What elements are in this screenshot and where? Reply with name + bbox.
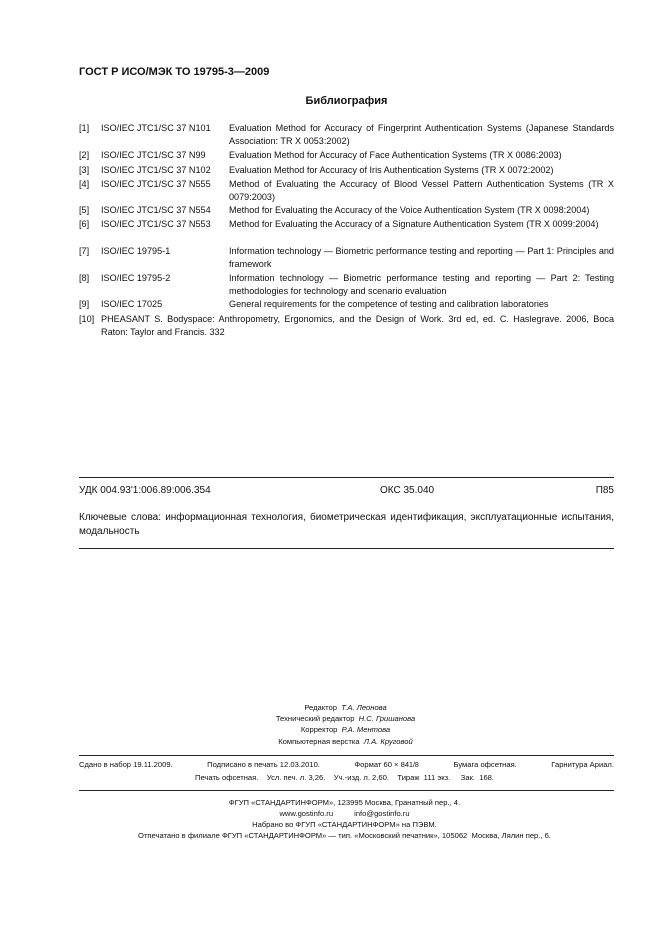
- bibliography-entry: [79, 272, 614, 297]
- ref-title: Method for Evaluating the Accuracy of a Signature Authentication System (TR X 0099:2004): [229, 219, 599, 229]
- credit-role: Корректор: [300, 725, 338, 734]
- ref-number: [9]: [79, 299, 90, 309]
- ref-number: [8]: [79, 273, 90, 283]
- group-code: П85: [595, 485, 614, 496]
- ref-code: ISO/IEC JTC1/SC 37 N99: [101, 150, 206, 160]
- ref-code: ISO/IEC JTC1/SC 37 N102: [101, 165, 211, 175]
- ref-number: [7]: [79, 246, 90, 256]
- divider: [79, 755, 614, 756]
- bibliography-entry: [79, 122, 614, 147]
- ref-title: Evaluation Method for Accuracy of Face Authentication Systems (TR X 0086:2003): [229, 150, 562, 160]
- typeface: Гарнитура Ариал.: [551, 760, 614, 769]
- bibliography-entry: [79, 204, 614, 217]
- udk-code: УДК 004.93'1:006.89:006.354: [79, 485, 211, 496]
- ref-title: Information technology — Biometric performance testing and reporting — Part 2: Testing methodologies for technology and scenario evaluation: [229, 273, 614, 296]
- print-run-details: Печать офсетная. Усл. печ. л. 3,26. Уч.-изд. л. 2,60. Тираж 111 экз. Зак. 168.: [195, 773, 494, 782]
- document-header: ГОСТ Р ИСО/МЭК ТО 19795-3—2009: [79, 66, 270, 78]
- bibliography-entry: [79, 313, 614, 338]
- bibliography-entry: [79, 149, 614, 162]
- ref-number: [2]: [79, 150, 90, 160]
- publisher-contacts: www.gostinfo.ru info@gostinfo.ru: [279, 809, 410, 818]
- ref-code: ISO/IEC JTC1/SC 37 N553: [101, 219, 211, 229]
- credit-role: Редактор: [304, 703, 338, 712]
- ref-title: Method of Evaluating the Accuracy of Blood Vessel Pattern Authentication Systems (TR X 0079:2003): [229, 179, 614, 202]
- ref-number: [4]: [79, 179, 90, 189]
- credit-role: Компьютерная верстка: [278, 737, 360, 746]
- ref-title: Evaluation Method for Accuracy of Iris Authentication Systems (TR X 0072:2002): [229, 165, 554, 175]
- typeset-date: Сдано в набор 19.11.2009.: [79, 760, 173, 769]
- bibliography-entry: [79, 218, 614, 231]
- ref-number: [6]: [79, 219, 90, 229]
- divider: [79, 477, 614, 478]
- bibliography-entry: [79, 178, 614, 203]
- ref-code: ISO/IEC 19795-1: [101, 246, 171, 256]
- printer-note: Отпечатано в филиале ФГУП «СТАНДАРТИНФОРМ» — тип. «Московский печатник», 105062 Москва, Лялин пер., 6.: [138, 831, 551, 840]
- credit-name: Н.С. Гришанова: [358, 714, 416, 723]
- ref-number: [1]: [79, 123, 90, 133]
- keywords: Ключевые слова: информационная технология, биометрическая идентификация, эксплуатационные испытания, модальность: [79, 512, 614, 537]
- publication-details: [79, 760, 614, 769]
- divider: [79, 548, 614, 549]
- ref-code: ISO/IEC JTC1/SC 37 N554: [101, 205, 211, 215]
- bibliography-title: Библиография: [305, 95, 388, 107]
- ref-number: [3]: [79, 165, 90, 175]
- ref-code: ISO/IEC JTC1/SC 37 N101: [101, 123, 211, 133]
- print-date: Подписано в печать 12.03.2010.: [207, 760, 320, 769]
- ref-code: ISO/IEC 17025: [101, 299, 163, 309]
- paper-type: Бумага офсетная.: [453, 760, 517, 769]
- credit-name: Л.А. Круговой: [363, 737, 413, 746]
- ref-code: ISO/IEC 19795-2: [101, 273, 171, 283]
- credit-line: [0, 737, 661, 746]
- bibliography-entry: [79, 245, 614, 270]
- ref-code: ISO/IEC JTC1/SC 37 N555: [101, 179, 211, 189]
- ref-title: Evaluation Method for Accuracy of Fingerprint Authentication Systems (Japanese Standards Association: TR X 0053:2002): [229, 123, 614, 146]
- format-fraction: 1/8: [409, 762, 419, 769]
- ref-title: Method for Evaluating the Accuracy of the Voice Authentication System (TR X 0098:2004): [229, 205, 590, 215]
- ref-text: PHEASANT S. Bodyspace: Anthropometry, Ergonomics, and the Design of Work. 3rd ed, ed. C. Haslegrave. 2006, Boca Raton: Taylor and Francis. 332: [101, 314, 614, 337]
- divider: [79, 790, 614, 791]
- credit-line: [0, 714, 661, 723]
- ref-title: Information technology — Biometric performance testing and reporting — Part 1: Principles and framework: [229, 246, 614, 269]
- bibliography-entry: [79, 164, 614, 177]
- publisher-address: ФГУП «СТАНДАРТИНФОРМ», 123995 Москва, Гранатный пер., 4.: [228, 798, 461, 807]
- format: Формат 60 × 841/8: [354, 760, 419, 769]
- ref-number: [5]: [79, 205, 90, 215]
- credit-line: [0, 703, 661, 712]
- credit-line: [0, 725, 661, 734]
- ref-number: [10]: [79, 314, 95, 324]
- bibliography-entry: [79, 298, 614, 311]
- credit-name: Р.А. Ментова: [341, 725, 391, 734]
- oks-code: ОКС 35.040: [380, 485, 435, 496]
- typeset-note: Набрано во ФГУП «СТАНДАРТИНФОРМ» на ПЭВМ.: [252, 820, 437, 829]
- ref-title: General requirements for the competence of testing and calibration laboratories: [229, 299, 549, 309]
- credit-name: Т.А. Леонова: [341, 703, 387, 712]
- credit-role: Технический редактор: [275, 714, 355, 723]
